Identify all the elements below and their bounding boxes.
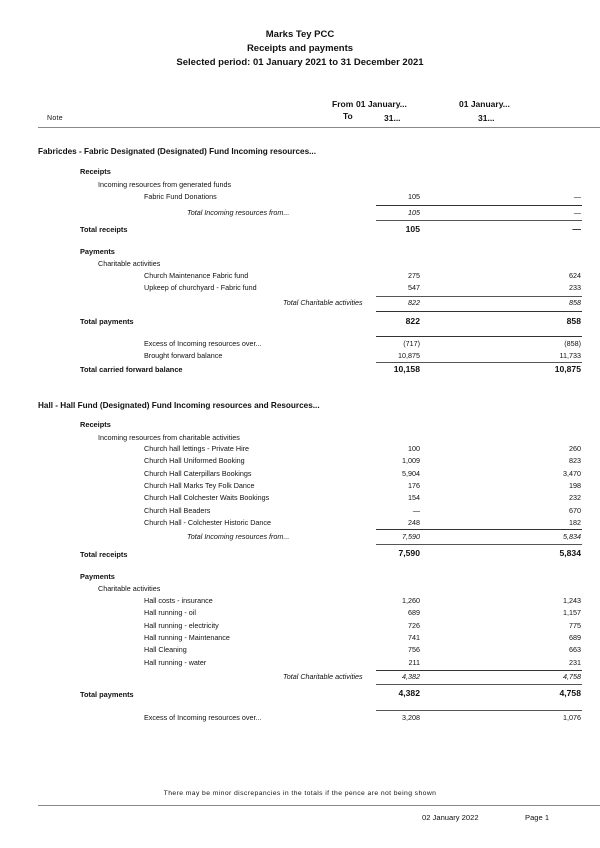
row-value-current: 1,009: [402, 456, 420, 466]
row-value-current: 5,904: [402, 468, 420, 478]
row-value-current: 741: [408, 632, 420, 642]
row-value-prior: 670: [569, 505, 581, 515]
row-value-current: 248: [408, 517, 420, 527]
row-value-prior: 231: [569, 657, 581, 667]
to-label: To: [343, 111, 353, 121]
row-label: Hall Cleaning: [144, 645, 187, 655]
row-value-current: 689: [408, 608, 420, 618]
row-label: Hall running - oil: [144, 608, 196, 618]
fabric-receipts-group: Incoming resources from generated funds: [98, 180, 232, 189]
subtotal-rule: [376, 205, 582, 206]
total-prior: 858: [566, 316, 581, 326]
row-value-current: 211: [408, 657, 420, 667]
row-value-prior: 198: [569, 480, 581, 490]
hall-payments-heading: Payments: [80, 572, 115, 581]
balance-rule: [376, 710, 582, 711]
total-rule: [376, 362, 582, 363]
row-value-current: 10,875: [398, 351, 420, 360]
total-current: 7,590: [398, 548, 420, 558]
row-label: Church hall lettings - Private Hire: [144, 444, 250, 453]
row-value-current: (717): [403, 339, 420, 348]
row-value-current: 154: [408, 493, 420, 503]
row-label: Hall costs - insurance: [144, 596, 213, 605]
balance-rule: [376, 336, 582, 337]
hall-payments-group: Charitable activities: [98, 584, 161, 593]
row-value-prior: 3,470: [563, 468, 581, 478]
row-label: Church Maintenance Fabric fund: [144, 271, 249, 280]
row-label: Fabric Fund Donations: [144, 192, 217, 201]
fabric-receipts-heading: Receipts: [80, 167, 111, 176]
column1-from: 01 January...: [356, 99, 407, 109]
row-label: Church Hall Colchester Waits Bookings: [144, 493, 270, 503]
subtotal-current: 7,590: [402, 532, 420, 541]
row-label: Hall running - electricity: [144, 620, 219, 630]
total-rule: [376, 311, 582, 312]
header-divider: [38, 127, 600, 128]
subtotal-prior: —: [573, 208, 581, 217]
total-current: 105: [405, 224, 420, 234]
pence-discrepancy-note: There may be minor discrepancies in the totals if the pence are not being shown: [163, 790, 437, 797]
subtotal-label: Total Incoming resources from...: [187, 532, 290, 541]
organisation-name: Marks Tey PCC: [265, 29, 335, 40]
total-prior: —: [572, 224, 581, 234]
row-value-prior: 1,157: [563, 608, 581, 618]
report-title: Receipts and payments: [246, 43, 354, 54]
subtotal-prior: 5,834: [563, 532, 581, 541]
page-number: Page 1: [525, 813, 550, 822]
total-label: Total carried forward balance: [80, 365, 183, 374]
row-value-current: 275: [408, 271, 420, 280]
row-value-current: 3,208: [402, 713, 420, 722]
column2-to: 31...: [478, 113, 495, 123]
row-value-prior: 232: [569, 493, 581, 503]
row-value-prior: 182: [569, 517, 581, 527]
total-label: Total payments: [80, 317, 134, 326]
row-value-prior: 775: [569, 620, 581, 630]
total-prior: 10,875: [554, 364, 581, 374]
row-value-prior: 260: [569, 444, 581, 453]
subtotal-label: Total Charitable activities: [283, 672, 363, 681]
row-value-current: 1,260: [402, 596, 420, 605]
total-prior: 4,758: [559, 688, 581, 698]
row-label: Hall running - Maintenance: [144, 632, 230, 642]
subtotal-current: 4,382: [402, 672, 420, 681]
row-value-prior: 663: [569, 645, 581, 655]
fabric-payments-heading: Payments: [80, 247, 115, 256]
total-rule: [376, 544, 582, 545]
row-value-current: —: [412, 505, 420, 515]
row-value-prior: 624: [569, 271, 581, 280]
total-prior: 5,834: [559, 548, 581, 558]
total-current: 10,158: [393, 364, 420, 374]
footer-divider: [38, 805, 600, 806]
subtotal-prior: 858: [569, 298, 581, 307]
hall-receipts-heading: Receipts: [80, 420, 111, 429]
row-label: Church Hall Caterpillars Bookings: [144, 468, 252, 478]
row-value-prior: 689: [569, 632, 581, 642]
row-value-current: 726: [408, 620, 420, 630]
from-label: From: [332, 99, 354, 109]
row-value-prior: 11,733: [559, 351, 581, 360]
row-value-prior: —: [573, 192, 581, 201]
subtotal-rule: [376, 296, 582, 297]
total-label: Total receipts: [80, 550, 128, 559]
row-label: Hall running - water: [144, 657, 207, 667]
subtotal-rule: [376, 529, 582, 530]
subtotal-current: 822: [408, 298, 420, 307]
row-label: Excess of Incoming resources over...: [144, 339, 262, 348]
fabric-fund-title: Fabricdes - Fabric Designated (Designated) Fund Incoming resources...: [38, 147, 316, 156]
total-current: 4,382: [398, 688, 420, 698]
row-value-prior: (858): [564, 339, 581, 348]
total-current: 822: [405, 316, 420, 326]
row-value-current: 547: [408, 283, 420, 292]
row-label: Church Hall Uniformed Booking: [144, 456, 245, 466]
note-column-header: Note: [47, 115, 63, 122]
subtotal-rule: [376, 670, 582, 671]
row-value-current: 176: [408, 480, 420, 490]
row-label: Upkeep of churchyard - Fabric fund: [144, 283, 257, 292]
subtotal-label: Total Charitable activities: [283, 298, 363, 307]
row-value-current: 105: [408, 192, 420, 201]
total-label: Total receipts: [80, 225, 128, 234]
row-label: Excess of Incoming resources over...: [144, 713, 262, 722]
row-value-current: 756: [408, 645, 420, 655]
column2-from: 01 January...: [459, 99, 510, 109]
row-value-prior: 823: [569, 456, 581, 466]
total-label: Total payments: [80, 690, 134, 699]
row-value-prior: 1,076: [563, 713, 581, 722]
row-label: Church Hall - Colchester Historic Dance: [144, 517, 272, 527]
subtotal-prior: 4,758: [563, 672, 581, 681]
print-date: 02 January 2022: [422, 813, 479, 822]
report-period: Selected period: 01 January 2021 to 31 December 2021: [176, 57, 424, 68]
row-label: Church Hall Marks Tey Folk Dance: [144, 480, 255, 490]
total-rule: [376, 220, 582, 221]
hall-fund-title: Hall - Hall Fund (Designated) Fund Incoming resources and Resources...: [38, 401, 320, 410]
row-value-prior: 233: [569, 283, 581, 292]
total-rule: [376, 684, 582, 685]
subtotal-label: Total Incoming resources from...: [187, 208, 290, 217]
row-label: Church Hall Beaders: [144, 505, 211, 515]
row-label: Brought forward balance: [144, 351, 223, 360]
column1-to: 31...: [384, 113, 401, 123]
hall-receipts-group: Incoming resources from charitable activities: [98, 433, 240, 442]
row-value-current: 100: [408, 444, 420, 453]
row-value-prior: 1,243: [563, 596, 581, 605]
subtotal-current: 105: [408, 208, 420, 217]
fabric-payments-group: Charitable activities: [98, 259, 161, 268]
